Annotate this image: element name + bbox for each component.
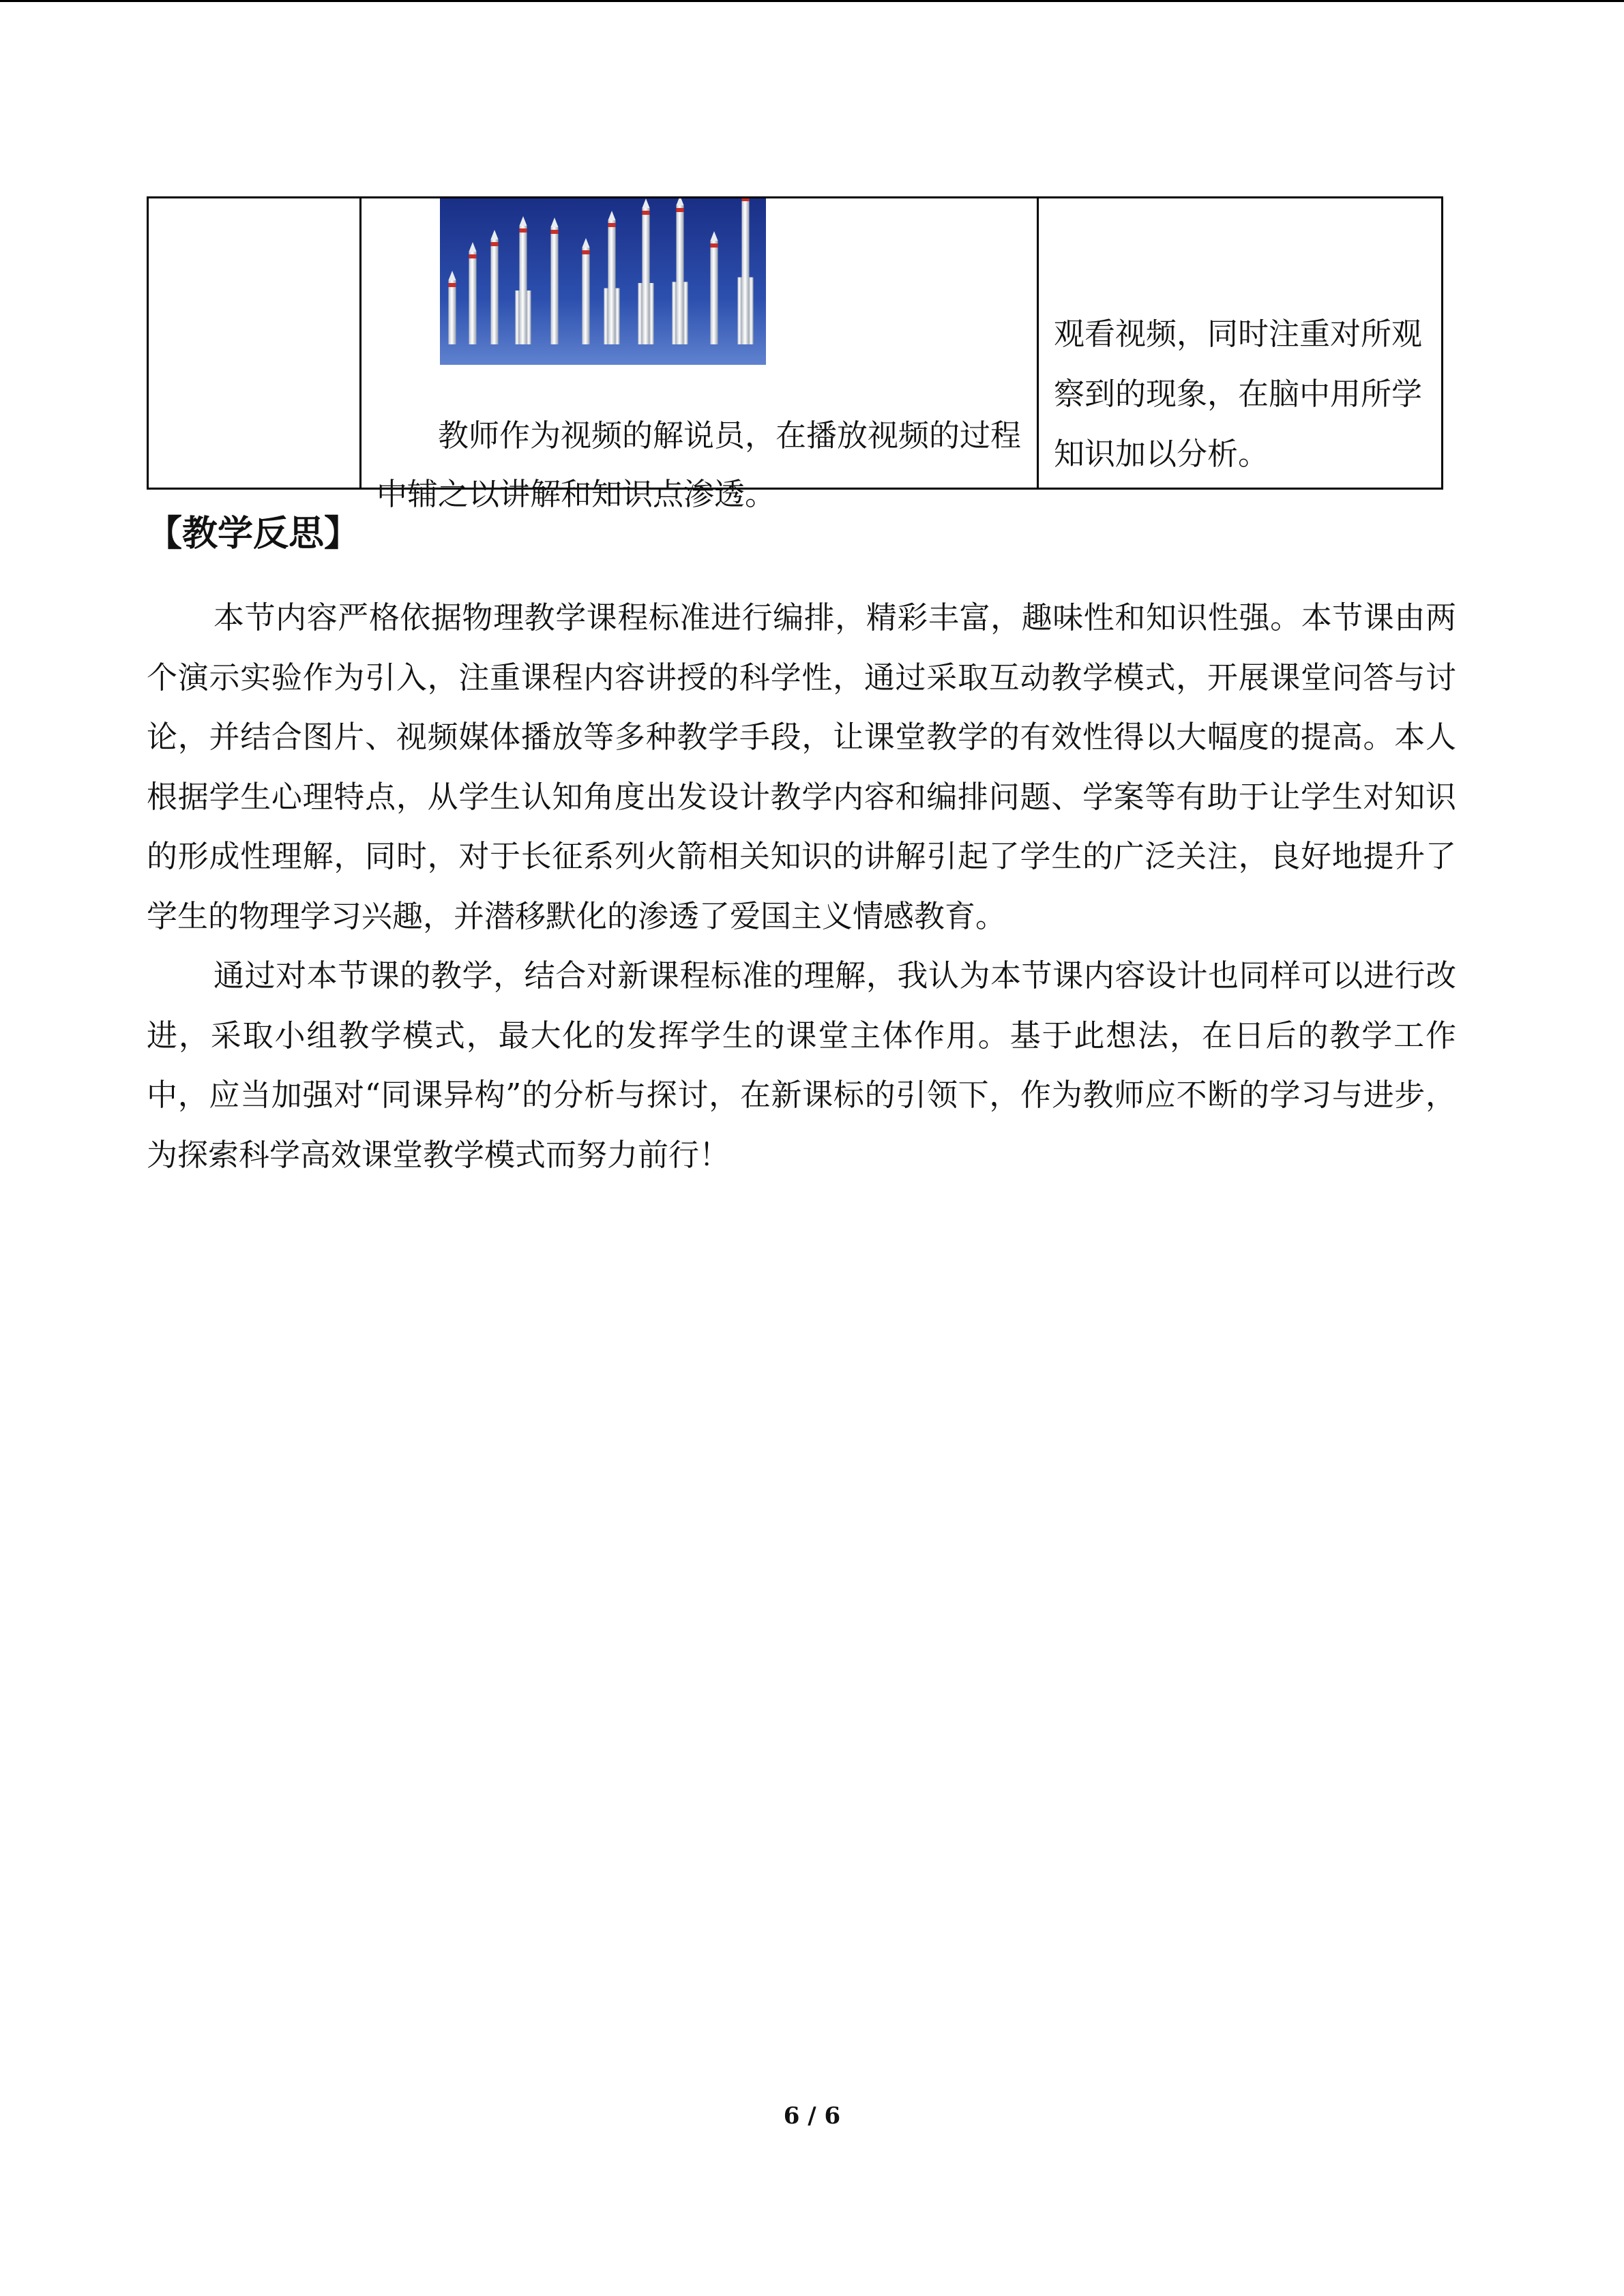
lesson-table: [147, 196, 1443, 512]
rocket-lineup-image: [440, 198, 766, 365]
table-cell-empty: [149, 198, 361, 488]
student-activity-text: 观看视频，同时注重对所观察到的现象，在脑中用所学知识加以分析。: [1054, 316, 1423, 472]
reflection-paragraph-2: 通过对本节课的教学，结合对新课程标准的理解，我认为本节课内容设计也同样可以进行改进，采取小组教学模式，最大化的发挥学生的课堂主体作用。基于此想法，在日后的教学工作中，应当加强对“同课异构”的分析与探讨，在新课标的引领下，作为教师应不断的学习与进步，为探索科学高效课堂教学模式而努力前行！: [147, 957, 1456, 1173]
page-top-border: [0, 0, 1624, 2]
teacher-activity-text: 教师作为视频的解说员，在播放视频的过程中辅之以讲解和知识点渗透。: [377, 417, 1022, 512]
reflection-paragraph-1: 本节内容严格依据物理教学课程标准进行编排，精彩丰富，趣味性和知识性强。本节课由两个演示实验作为引入，注重课程内容讲授的科学性，通过采取互动教学模式，开展课堂问答与讨论，并结合图片、视频媒体播放等多种教学手段，让课堂教学的有效性得以大幅度的提高。本人根据学生心理特点，从学生认知角度出发设计教学内容和编排问题、学案等有助于让学生对知识的形成性理解，同时，对于长征系列火箭相关知识的讲解引起了学生的广泛关注，良好地提升了学生的物理学习兴趣，并潜移默化的渗透了爱国主义情感教育。: [147, 599, 1456, 934]
page-number: 6 / 6: [783, 2102, 841, 2130]
table-cell-student-activity: [1039, 198, 1441, 488]
table-cell-teacher-activity: [361, 198, 1039, 512]
reflection-heading: 【教学反思】: [147, 513, 360, 554]
